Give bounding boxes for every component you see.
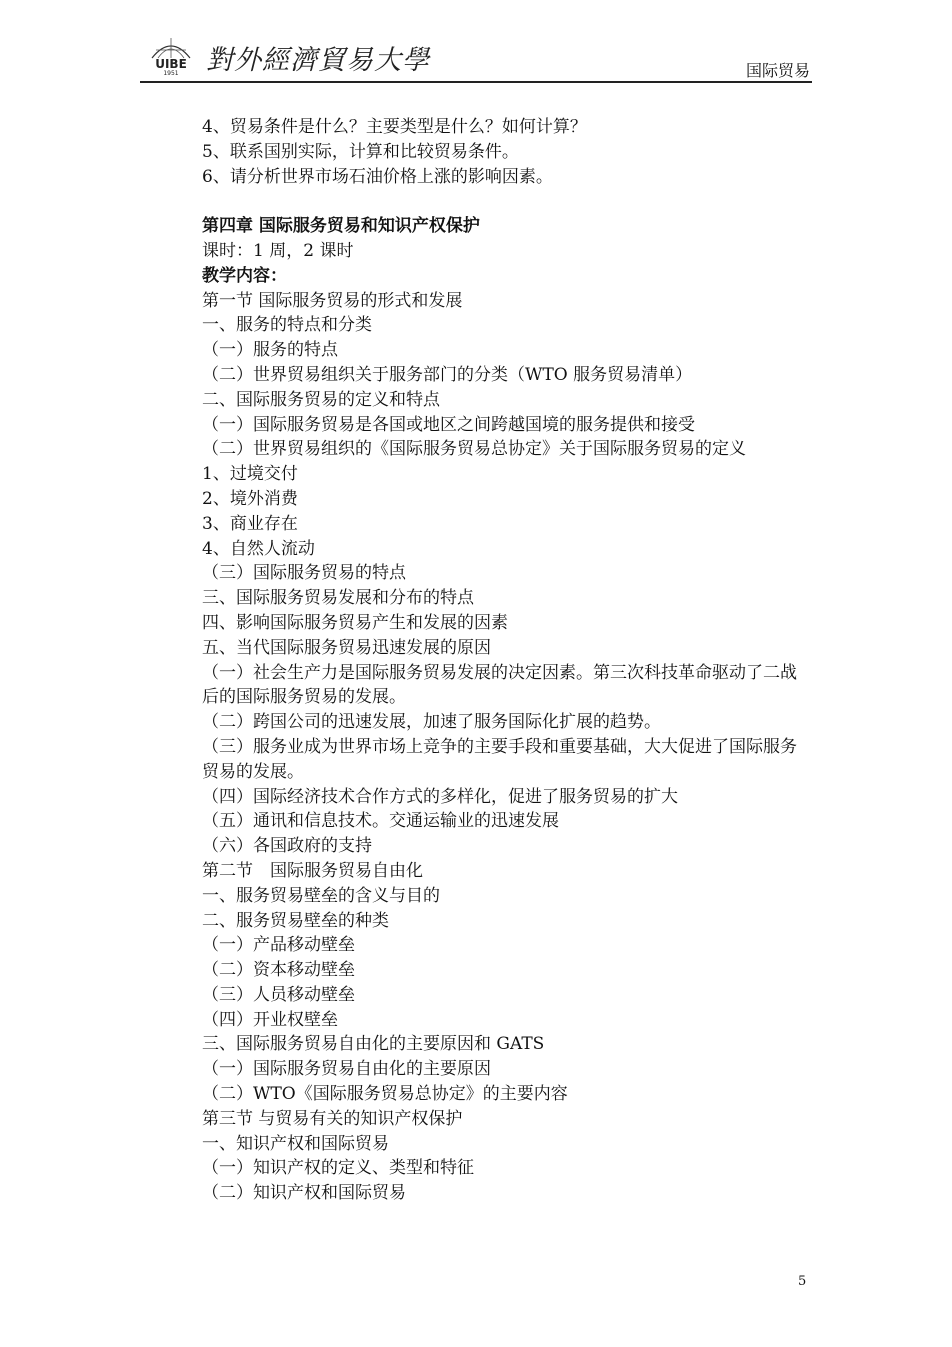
- text-line: （一）服务的特点: [202, 340, 338, 361]
- text-line: 一、知识产权和国际贸易: [202, 1133, 389, 1154]
- text-line: （四）开业权壁垒: [202, 1009, 338, 1030]
- text-line: （一）社会生产力是国际服务贸易发展的决定因素。第三次科技革命驱动了二战后的国际服务贸易的发展。: [202, 662, 797, 708]
- text-line: （五）通讯和信息技术。交通运输业的迅速发展: [202, 811, 559, 832]
- text-line: 三、国际服务贸易发展和分布的特点: [202, 588, 474, 609]
- text-line: 二、国际服务贸易的定义和特点: [202, 389, 440, 410]
- page-number: 5: [798, 1274, 807, 1289]
- text-line: （一）国际服务贸易自由化的主要原因: [202, 1059, 491, 1080]
- text-line: 第一节 国际服务贸易的形式和发展: [202, 290, 463, 311]
- text-line: 二、服务贸易壁垒的种类: [202, 910, 389, 931]
- text-line: （二）世界贸易组织关于服务部门的分类（WTO 服务贸易清单）: [202, 364, 693, 385]
- text-line: 第三节 与贸易有关的知识产权保护: [202, 1108, 463, 1129]
- text-line: （三）服务业成为世界市场上竞争的主要手段和重要基础，大大促进了国际服务贸易的发展。: [202, 736, 797, 782]
- logo-text: UIBE: [155, 57, 187, 71]
- text-line: 4、自然人流动: [202, 538, 315, 559]
- university-logo-icon: [146, 32, 196, 76]
- text-line: （一）国际服务贸易是各国或地区之间跨越国境的服务提供和接受: [202, 414, 695, 435]
- text-line: 5、联系国别实际，计算和比较贸易条件。: [202, 141, 519, 162]
- text-line: 教学内容：: [202, 265, 287, 286]
- text-line: 课时：1 周，2 课时: [202, 240, 354, 261]
- text-line: 3、商业存在: [202, 513, 298, 534]
- text-line: 一、服务的特点和分类: [202, 315, 372, 336]
- text-line: 三、国际服务贸易自由化的主要原因和 GATS: [202, 1034, 545, 1055]
- text-line: 2、境外消费: [202, 488, 298, 509]
- text-line: （三）国际服务贸易的特点: [202, 563, 406, 584]
- university-name: 對外經濟貿易大學: [206, 45, 430, 76]
- text-line: （一）知识产权的定义、类型和特征: [202, 1158, 474, 1179]
- text-line: （二）WTO《国际服务贸易总协定》的主要内容: [202, 1084, 568, 1105]
- text-line: （二）知识产权和国际贸易: [202, 1183, 406, 1204]
- logo-year: 1951: [163, 70, 179, 76]
- text-line: （六）各国政府的支持: [202, 836, 372, 857]
- text-line: 一、服务贸易壁垒的含义与目的: [202, 885, 440, 906]
- page-header: [140, 28, 812, 84]
- text-line: 四、影响国际服务贸易产生和发展的因素: [202, 612, 508, 633]
- text-line: （二）世界贸易组织的《国际服务贸易总协定》关于国际服务贸易的定义: [202, 439, 746, 460]
- text-line: （二）跨国公司的迅速发展，加速了服务国际化扩展的趋势。: [202, 712, 661, 733]
- text-line: 1、过境交付: [202, 464, 298, 485]
- header-divider: [140, 81, 812, 83]
- text-line: （二）资本移动壁垒: [202, 960, 355, 981]
- document-body: [202, 115, 812, 1206]
- text-line: （一）产品移动壁垒: [202, 935, 355, 956]
- blank-line: [202, 189, 812, 214]
- course-name: 国际贸易: [745, 61, 810, 80]
- text-line: 6、请分析世界市场石油价格上涨的影响因素。: [202, 166, 553, 187]
- text-line: （三）人员移动壁垒: [202, 984, 355, 1005]
- text-line: 第二节 国际服务贸易自由化: [202, 860, 423, 881]
- text-line: 第四章 国际服务贸易和知识产权保护: [202, 216, 480, 237]
- text-line: 4、贸易条件是什么？主要类型是什么？如何计算？: [202, 117, 587, 137]
- text-line: （四）国际经济技术合作方式的多样化，促进了服务贸易的扩大: [202, 786, 678, 807]
- text-line: 五、当代国际服务贸易迅速发展的原因: [202, 637, 491, 658]
